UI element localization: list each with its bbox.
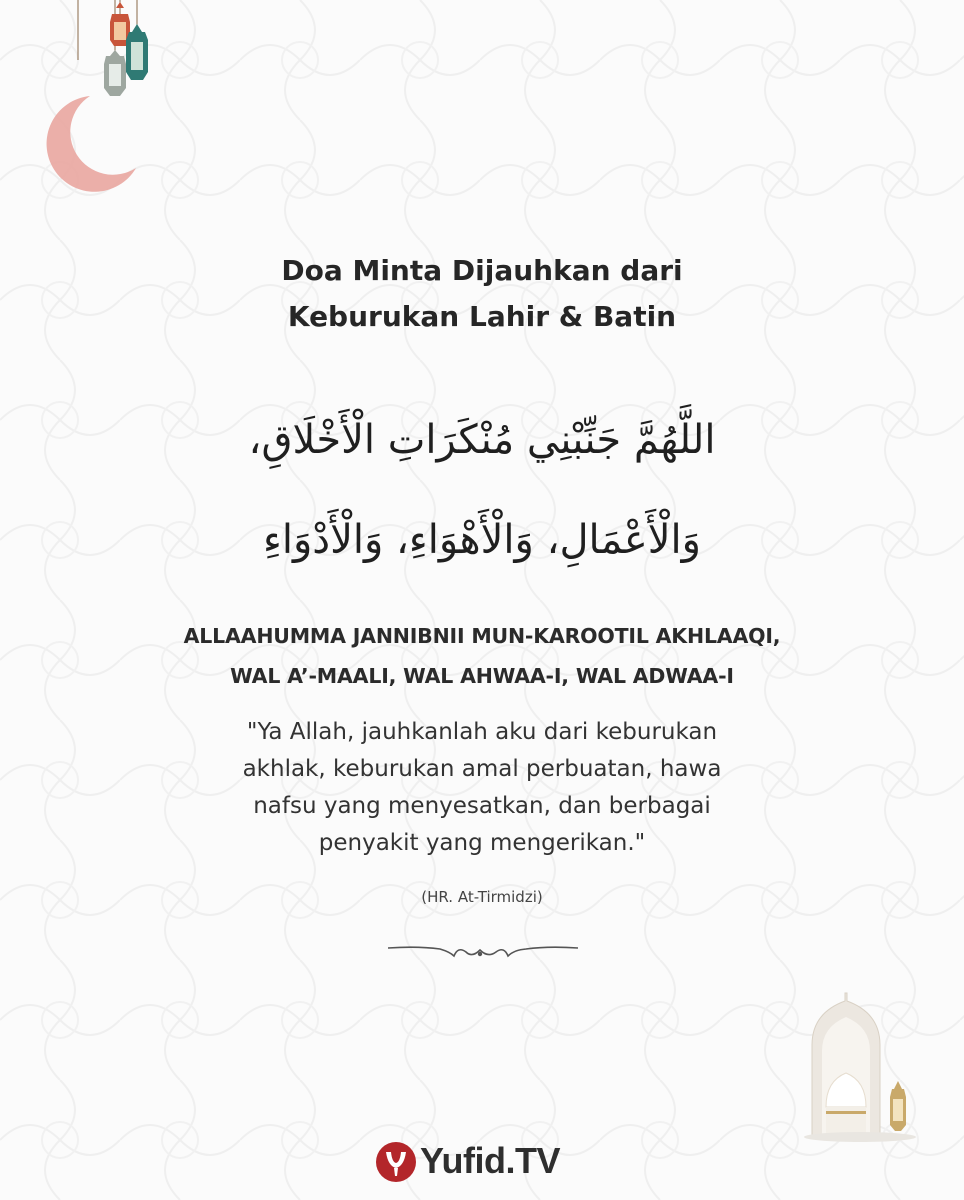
latin-transliteration bbox=[0, 616, 964, 696]
translation bbox=[0, 714, 964, 862]
crescent-lantern-icon bbox=[40, 0, 170, 200]
title-line: Keburukan Lahir & Batin bbox=[287, 300, 677, 333]
ornament-divider-icon bbox=[388, 938, 578, 962]
title-line: Doa Minta Dijauhkan dari bbox=[281, 254, 683, 287]
brand-name-text: Yufid bbox=[420, 1140, 506, 1181]
brand-suffix: .TV bbox=[505, 1140, 561, 1181]
translation-line: penyakit yang mengerikan." bbox=[318, 830, 646, 856]
translation-line: "Ya Allah, jauhkanlah aku dari keburukan bbox=[246, 719, 718, 745]
arabic-line: وَالْأَعْمَالِ، وَالْأَهْوَاءِ، وَالْأَدْوَاءِ bbox=[263, 517, 701, 563]
crescent-moon-icon bbox=[47, 96, 136, 192]
page-title bbox=[0, 248, 964, 340]
translation-line: akhlak, keburukan amal perbuatan, hawa bbox=[242, 756, 722, 782]
hadith-source: (HR. At-Tirmidzi) bbox=[421, 888, 543, 906]
brand-name bbox=[420, 1138, 560, 1184]
brand-logo[interactable] bbox=[374, 1136, 594, 1186]
arabic-prayer bbox=[0, 390, 964, 590]
yufid-mark-icon bbox=[374, 1140, 418, 1184]
translation-line: nafsu yang menyesatkan, dan berbagai bbox=[253, 793, 711, 819]
latin-line: ALLAAHUMMA JANNIBNII MUN-KAROOTIL AKHLAAQI, bbox=[183, 624, 781, 648]
mosque-dome-icon bbox=[800, 985, 920, 1145]
lantern-icon bbox=[104, 50, 126, 96]
lantern-icon bbox=[890, 1081, 906, 1131]
latin-line: WAL A’-MAALI, WAL AHWAA-I, WAL ADWAA-I bbox=[230, 664, 734, 688]
lantern-icon bbox=[126, 24, 148, 80]
arabic-line: اللَّهُمَّ جَنِّبْنِي مُنْكَرَاتِ الْأَخْلَاقِ، bbox=[248, 417, 716, 463]
